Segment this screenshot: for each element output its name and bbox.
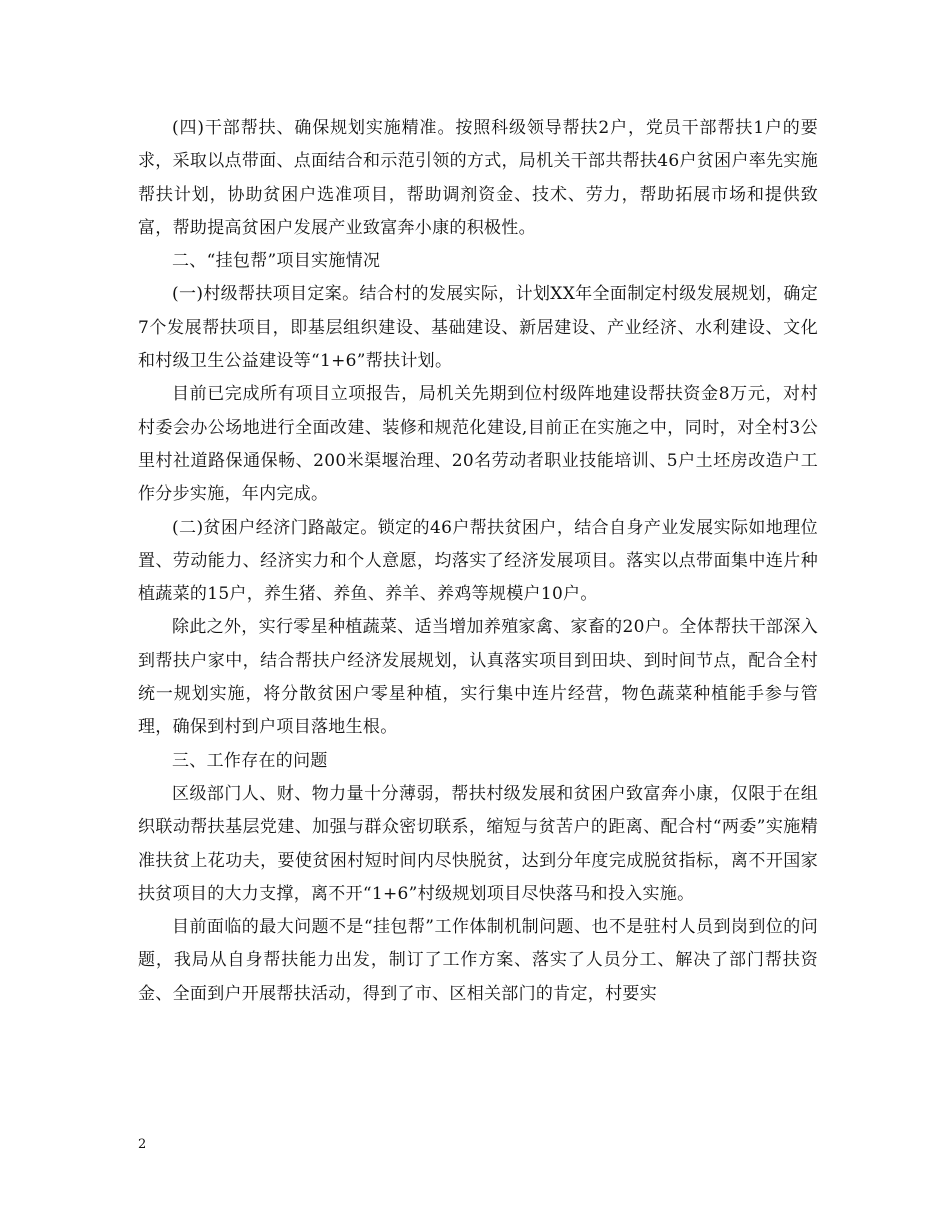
document-body bbox=[138, 112, 818, 1011]
paragraph-scattered-planting: 除此之外，实行零星种植蔬菜、适当增加养殖家禽、家畜的20户。全体帮扶干部深入到帮扶户家中，结合帮扶户经济发展规划，认真落实项目到田块、到时间节点，配合全村统一规划实施，将分散贫困户零星种植，实行集中连片经营，物色蔬菜种植能手参与管理，确保到村到户项目落地生根。 bbox=[138, 617, 818, 738]
paragraph-limited-resources: 区级部门人、财、物力量十分薄弱，帮扶村级发展和贫困户致富奔小康，仅限于在组织联动帮扶基层党建、加强与群众密切联系，缩短与贫苦户的距离、配合村“两委”实施精准扶贫上花功夫，要使贫困村短时间内尽快脱贫，达到分年度完成脱贫指标，离不开国家扶贫项目的大力支撑，离不开“1+6”村级规划项目尽快落马和投入实施。 bbox=[138, 783, 818, 904]
section-heading-project-implementation: 二、“挂包帮”项目实施情况 bbox=[172, 251, 381, 272]
page-number: 2 bbox=[138, 1137, 147, 1152]
paragraph-village-projects: (一)村级帮扶项目定案。结合村的发展实际，计划XX年全面制定村级发展规划，确定7个发展帮扶项目，即基层组织建设、基础建设、新居建设、产业经济、水利建设、文化和村级卫生公益建设等“1+6”帮扶计划。 bbox=[138, 284, 818, 372]
paragraph-biggest-problem: 目前面临的最大问题不是“挂包帮”工作体制机制问题、也不是驻村人员到岗到位的问题，我局从自身帮扶能力出发，制订了工作方案、落实了人员分工、解决了部门帮扶资金、全面到户开展帮扶活动，得到了市、区相关部门的肯定，村要实 bbox=[138, 917, 818, 1004]
paragraph-household-economy: (二)贫困户经济门路敲定。锁定的46户帮扶贫困户，结合自身产业发展实际如地理位置、劳动能力、经济实力和个人意愿，均落实了经济发展项目。落实以点带面集中连片种植蔬菜的15户，养生猪、养鱼、养羊、养鸡等规模户10户。 bbox=[138, 517, 818, 605]
section-heading-problems: 三、工作存在的问题 bbox=[172, 750, 328, 771]
paragraph-project-progress: 目前已完成所有项目立项报告，局机关先期到位村级阵地建设帮扶资金8万元，对村村委会办公场地进行全面改建、装修和规范化建设,目前正在实施之中，同时，对全村3公里村社道路保通保畅、200米渠堰治理、20名劳动者职业技能培训、5户土坯房改造户工作分步实施，年内完成。 bbox=[138, 384, 818, 505]
paragraph-cadre-assistance: (四)干部帮扶、确保规划实施精准。按照科级领导帮扶2户，党员干部帮扶1户的要求，采取以点带面、点面结合和示范引领的方式，局机关干部共帮扶46户贫困户率先实施帮扶计划，协助贫困户选准项目，帮助调剂资金、技术、劳力，帮助拓展市场和提供致富，帮助提高贫困户发展产业致富奔小康的积极性。 bbox=[138, 118, 818, 238]
